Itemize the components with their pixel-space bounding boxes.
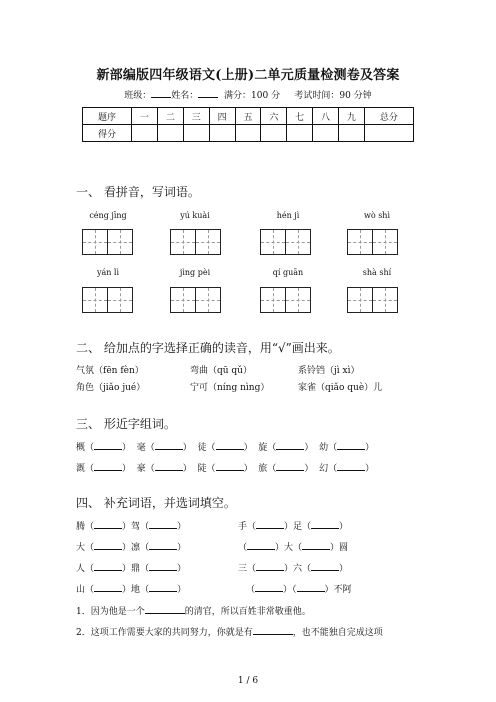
score-header-cell: 总分 (364, 108, 413, 125)
answer-blank[interactable] (337, 461, 365, 471)
score-cell[interactable] (261, 125, 287, 142)
name-label: 姓名： (171, 91, 199, 101)
answer-blank[interactable] (311, 561, 339, 571)
answer-blank[interactable] (253, 625, 293, 635)
char: 幻 (319, 464, 329, 474)
answer-blank[interactable] (94, 461, 122, 471)
score-table (82, 107, 414, 142)
char: 腾 (76, 522, 86, 532)
writing-box[interactable] (82, 229, 108, 255)
score-cell[interactable] (364, 125, 413, 142)
score-header-cell: 九 (338, 108, 364, 125)
writing-box[interactable] (260, 287, 286, 313)
score-header-cell: 八 (313, 108, 339, 125)
writing-box[interactable] (170, 229, 196, 255)
pinyin-label: wò shì (363, 211, 391, 220)
char: 旅 (258, 464, 268, 474)
pinyin-label: yán lì (96, 268, 120, 277)
exam-info-line (0, 88, 496, 101)
section-3-heading: 三、 形近字组词。 (76, 417, 176, 431)
char: 溉 (76, 464, 86, 474)
answer-blank[interactable] (276, 461, 304, 471)
writing-box[interactable] (372, 229, 398, 255)
writing-box[interactable] (170, 287, 196, 313)
score-row-label: 得分 (83, 125, 132, 142)
answer-blank[interactable] (216, 440, 244, 450)
score-header-cell: 三 (183, 108, 209, 125)
idiom-right: （ ）大（ ）圆 (238, 540, 348, 553)
pinyin-label: yú kuài (180, 211, 210, 220)
score-cell[interactable] (157, 125, 183, 142)
pinyin-label: hén jì (276, 211, 300, 220)
document-title: 新部编版四年级语文(上册)二单元质量检测卷及答案 (96, 68, 400, 83)
idiom-left: 人（ ）鼎（ ） (76, 561, 186, 574)
answer-blank[interactable] (247, 540, 275, 550)
writing-box[interactable] (107, 287, 133, 313)
idiom-left: 腾（ ）驾（ ） (76, 519, 186, 532)
writing-box[interactable] (107, 229, 133, 255)
answer-blank[interactable] (311, 519, 339, 529)
reading-choice[interactable]: 系铃铛（jì xì） (298, 366, 360, 376)
idiom-right: 三（ ）六（ ） (238, 561, 348, 574)
answer-blank[interactable] (155, 461, 183, 471)
char: 幼 (319, 443, 329, 453)
class-label: 班级： (124, 91, 152, 101)
answer-blank[interactable] (149, 561, 177, 571)
answer-blank[interactable] (216, 461, 244, 471)
score-cell[interactable] (338, 125, 364, 142)
question-text: 1．因为他是一个 (76, 607, 145, 617)
char: 概 (76, 443, 86, 453)
char: 旋 (258, 443, 268, 453)
writing-box[interactable] (285, 229, 311, 255)
answer-blank[interactable] (94, 561, 122, 571)
char: 驾 (131, 522, 141, 532)
answer-blank[interactable] (94, 540, 122, 550)
fill-question-1 (76, 604, 311, 617)
pinyin-label: qí guān (272, 268, 304, 277)
answer-blank[interactable] (256, 519, 284, 529)
reading-choice[interactable]: 家雀（qiǎo què）儿 (298, 383, 383, 393)
answer-blank[interactable] (255, 582, 283, 592)
char: 地 (131, 585, 141, 595)
exam-time: 考试时间：90 分钟 (294, 91, 372, 101)
answer-blank[interactable] (297, 582, 325, 592)
answer-blank[interactable] (302, 540, 330, 550)
fill-question-2 (76, 625, 383, 638)
answer-blank[interactable] (94, 582, 122, 592)
answer-blank[interactable] (149, 540, 177, 550)
char: 鼎 (131, 564, 141, 574)
score-table-header-row (83, 108, 414, 125)
score-cell[interactable] (183, 125, 209, 142)
full-score: 满分：100 分 (224, 91, 281, 101)
writing-box[interactable] (260, 229, 286, 255)
writing-box[interactable] (195, 229, 221, 255)
writing-box[interactable] (372, 287, 398, 313)
char: 毫 (136, 443, 146, 453)
reading-choice[interactable]: 角色（jiǎo jué） (76, 383, 146, 393)
writing-box[interactable] (195, 287, 221, 313)
reading-choice[interactable]: 宁可（níng nìng） (190, 383, 270, 393)
section-1-heading: 一、 看拼音，写词语。 (76, 185, 200, 199)
char: 凛 (131, 543, 141, 553)
char: 山 (76, 585, 86, 595)
score-header-cell: 五 (235, 108, 261, 125)
score-header-cell: 六 (261, 108, 287, 125)
score-cell[interactable] (209, 125, 235, 142)
question-text: 的清官，所以百姓非常敬重他。 (184, 607, 311, 617)
section-4-heading: 四、 补充词语，并选词填空。 (76, 496, 236, 510)
writing-box[interactable] (285, 287, 311, 313)
idiom-left: 大（ ）凛（ ） (76, 540, 186, 553)
score-header-cell: 题序 (83, 108, 132, 125)
pinyin-label: jìng pèi (179, 268, 211, 277)
name-blank (198, 88, 218, 98)
word-group-row-1: 概（ ） 毫（ ） 徒（ ） 旋（ ） 幼（ ） (76, 440, 374, 453)
score-header-cell: 一 (132, 108, 158, 125)
char: 豪 (136, 464, 146, 474)
answer-blank[interactable] (94, 519, 122, 529)
answer-blank[interactable] (337, 440, 365, 450)
char: 陡 (197, 464, 207, 474)
score-table-score-row (83, 125, 414, 142)
score-header-cell: 二 (157, 108, 183, 125)
pinyin-label: shà shí (362, 268, 392, 277)
score-cell[interactable] (287, 125, 313, 142)
answer-blank[interactable] (149, 582, 177, 592)
word-group-row-2: 溉（ ） 豪（ ） 陡（ ） 旅（ ） 幻（ ） (76, 461, 374, 474)
char: 人 (76, 564, 86, 574)
score-cell[interactable] (235, 125, 261, 142)
idiom-right: （ ）（ ）不阿 (246, 582, 352, 595)
idiom-left: 山（ ）地（ ） (76, 582, 186, 595)
section-2-heading: 二、 给加点的字选择正确的读音，用“√”画出来。 (76, 341, 340, 355)
score-header-cell: 七 (287, 108, 313, 125)
idiom-right: 手（ ）足（ ） (238, 519, 348, 532)
reading-choice[interactable]: 弯曲（qū qǔ） (190, 366, 252, 376)
writing-box[interactable] (82, 287, 108, 313)
answer-blank[interactable] (94, 440, 122, 450)
class-blank (151, 88, 171, 98)
writing-box[interactable] (347, 229, 373, 255)
answer-blank[interactable] (276, 440, 304, 450)
score-cell[interactable] (132, 125, 158, 142)
pinyin-label: céng jīng (89, 211, 127, 220)
reading-choice[interactable]: 气氛（fēn fèn） (76, 366, 144, 376)
answer-blank[interactable] (149, 519, 177, 529)
writing-box[interactable] (347, 287, 373, 313)
score-cell[interactable] (313, 125, 339, 142)
answer-blank[interactable] (145, 604, 185, 614)
answer-blank[interactable] (155, 440, 183, 450)
char: 徒 (197, 443, 207, 453)
char: 大 (76, 543, 86, 553)
answer-blank[interactable] (256, 561, 284, 571)
score-header-cell: 四 (209, 108, 235, 125)
question-text: 2．这项工作需要大家的共同努力，你就是有 (76, 628, 253, 638)
page-number: 1 / 6 (237, 676, 259, 686)
question-text: ，也不能独自完成这项 (292, 628, 383, 638)
